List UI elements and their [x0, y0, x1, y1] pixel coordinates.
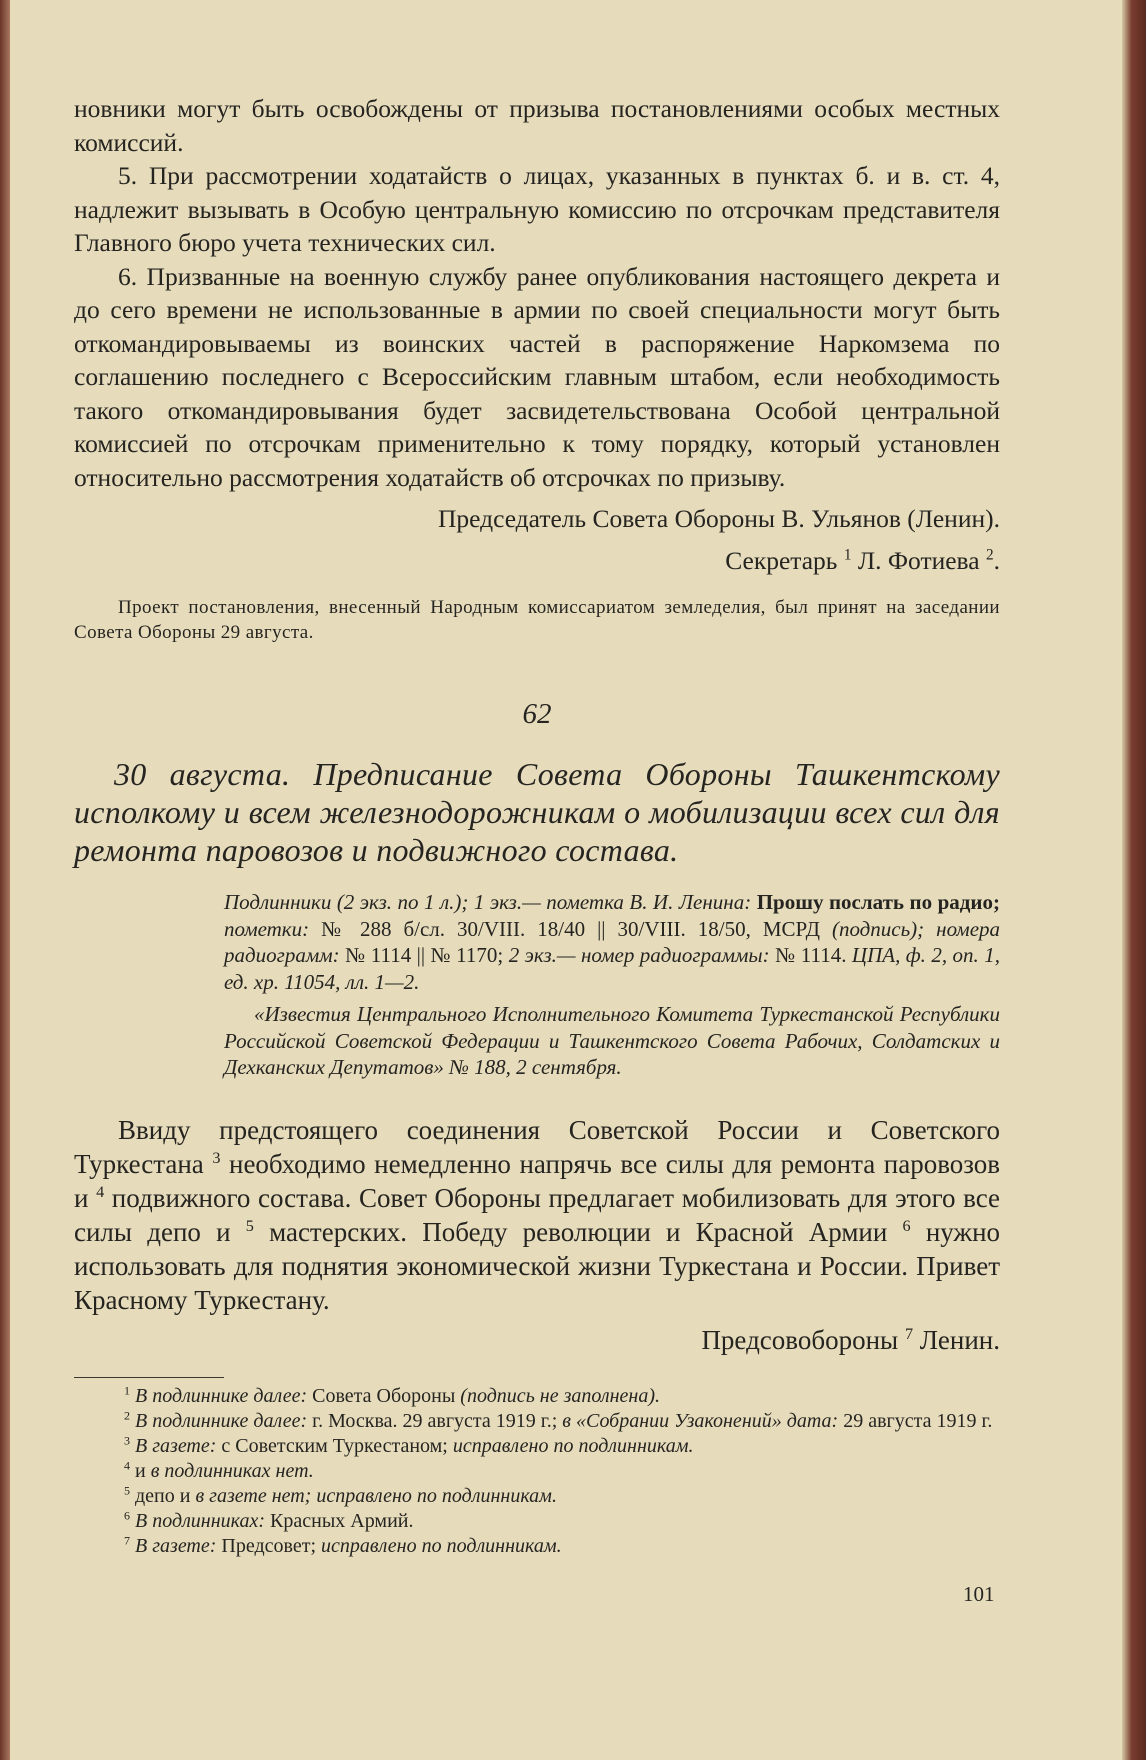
signature-lenin: Предсовобороны $^7$ Ленин.	[701, 1324, 1000, 1355]
page-number: 101	[963, 1582, 995, 1606]
footnote-7: $^7$ В газете: Предсовет; исправлено по подлинникам.	[124, 1532, 562, 1557]
footnote-divider	[74, 1377, 224, 1378]
document-number: 62	[522, 698, 552, 730]
source-publication: «Известия Центрального Исполнительного Комитета Туркестанской Республики Российской Советской Федерации и Ташкентского Совета Рабочих, Солдатских и Дехканских Депутатов» № 188, 2 сентября.	[224, 1002, 1000, 1079]
footnote-5: $^5$ депо и в газете нет; исправлено по подлинникам.	[124, 1482, 557, 1507]
book-binding-left	[0, 0, 10, 1760]
footnote-4: $^4$ и в подлинниках нет.	[124, 1457, 314, 1482]
source-description	[224, 889, 1000, 1081]
footnote-6: $^6$ В подлинниках: Красных Армий.	[124, 1507, 414, 1532]
footnote-3: $^3$ В газете: с Советским Туркестаном; исправлено по подлинникам.	[124, 1432, 694, 1457]
page-content	[74, 92, 1000, 1559]
book-binding-right	[1122, 0, 1146, 1760]
editorial-note: Проект постановления, внесенный Народным комиссариатом земледелия, был принят на заседании Совета Обороны 29 августа.	[74, 597, 1000, 643]
source-originals: Подлинники (2 экз. по 1 л.); 1 экз.— пометка В. И. Ленина: Прошу послать по радио; пометки: № 288 б/сл. 30/VIII. 18/40 || 30/VIII. 18/50, МСРД (подпись); номера радиограмм: № 1114 || № 1170; 2 экз.— номер радиограммы: № 1114. ЦПА, ф. 2, оп. 1, ед. хр. 11054, лл. 1—2.	[224, 890, 1001, 994]
footnote-2: $^2$ В подлиннике далее: г. Москва. 29 августа 1919 г.; в «Собрании Узаконений» дата: 29 августа 1919 г.	[124, 1407, 993, 1432]
footnotes	[74, 1384, 1000, 1559]
paragraph-continuation: новники могут быть освобождены от призыва постановлениями особых местных комиссий.	[74, 94, 1000, 157]
signature-secretary: Секретарь $^1$ Л. Фотиева $^2$.	[725, 545, 1000, 575]
paragraph-item-5: 5. При рассмотрении ходатайств о лицах, указанных в пунктах б. и в. ст. 4, надлежит вызывать в Особую центральную комиссию по отсрочкам представителя Главного бюро учета технических сил.	[74, 161, 1000, 257]
main-text: Ввиду предстоящего соединения Советской России и Советского Туркестана $^3$ необходимо немедленно напрячь все силы для ремонта паровозов и $^4$ подвижного состава. Совет Обороны предлагает мобилизовать для этого все силы депо и $^5$ мастерских. Победу революции и Красной Армии $^6$ нужно использовать для поднятия экономической жизни Туркестана и России. Привет Красному Туркестану.	[74, 1114, 1001, 1315]
footnote-1: $^1$ В подлиннике далее: Совета Обороны (подпись не заполнена).	[124, 1382, 660, 1407]
paragraph-item-6: 6. Призванные на военную службу ранее опубликования настоящего декрета и до сего времени не использованные в армии по своей специальности могут быть откомандировываемы из воинских частей в распоряжение Наркомзема по соглашению последнего с Всероссийским главным штабом, если необходимость такого откомандировывания будет засвидетельствована Особой центральной комиссией по отсрочкам применительно к тому порядку, который установлен относительно рассмотрения ходатайств об отсрочках по призыву.	[74, 261, 1000, 492]
document-title: 30 августа. Предписание Совета Обороны Ташкентскому исполкому и всем железнодорожникам о мобилизации всех сил для ремонта паровозов и подвижного состава.	[74, 756, 1000, 868]
signature-chairman: Председатель Совета Обороны В. Ульянов (Ленин).	[437, 504, 1000, 533]
